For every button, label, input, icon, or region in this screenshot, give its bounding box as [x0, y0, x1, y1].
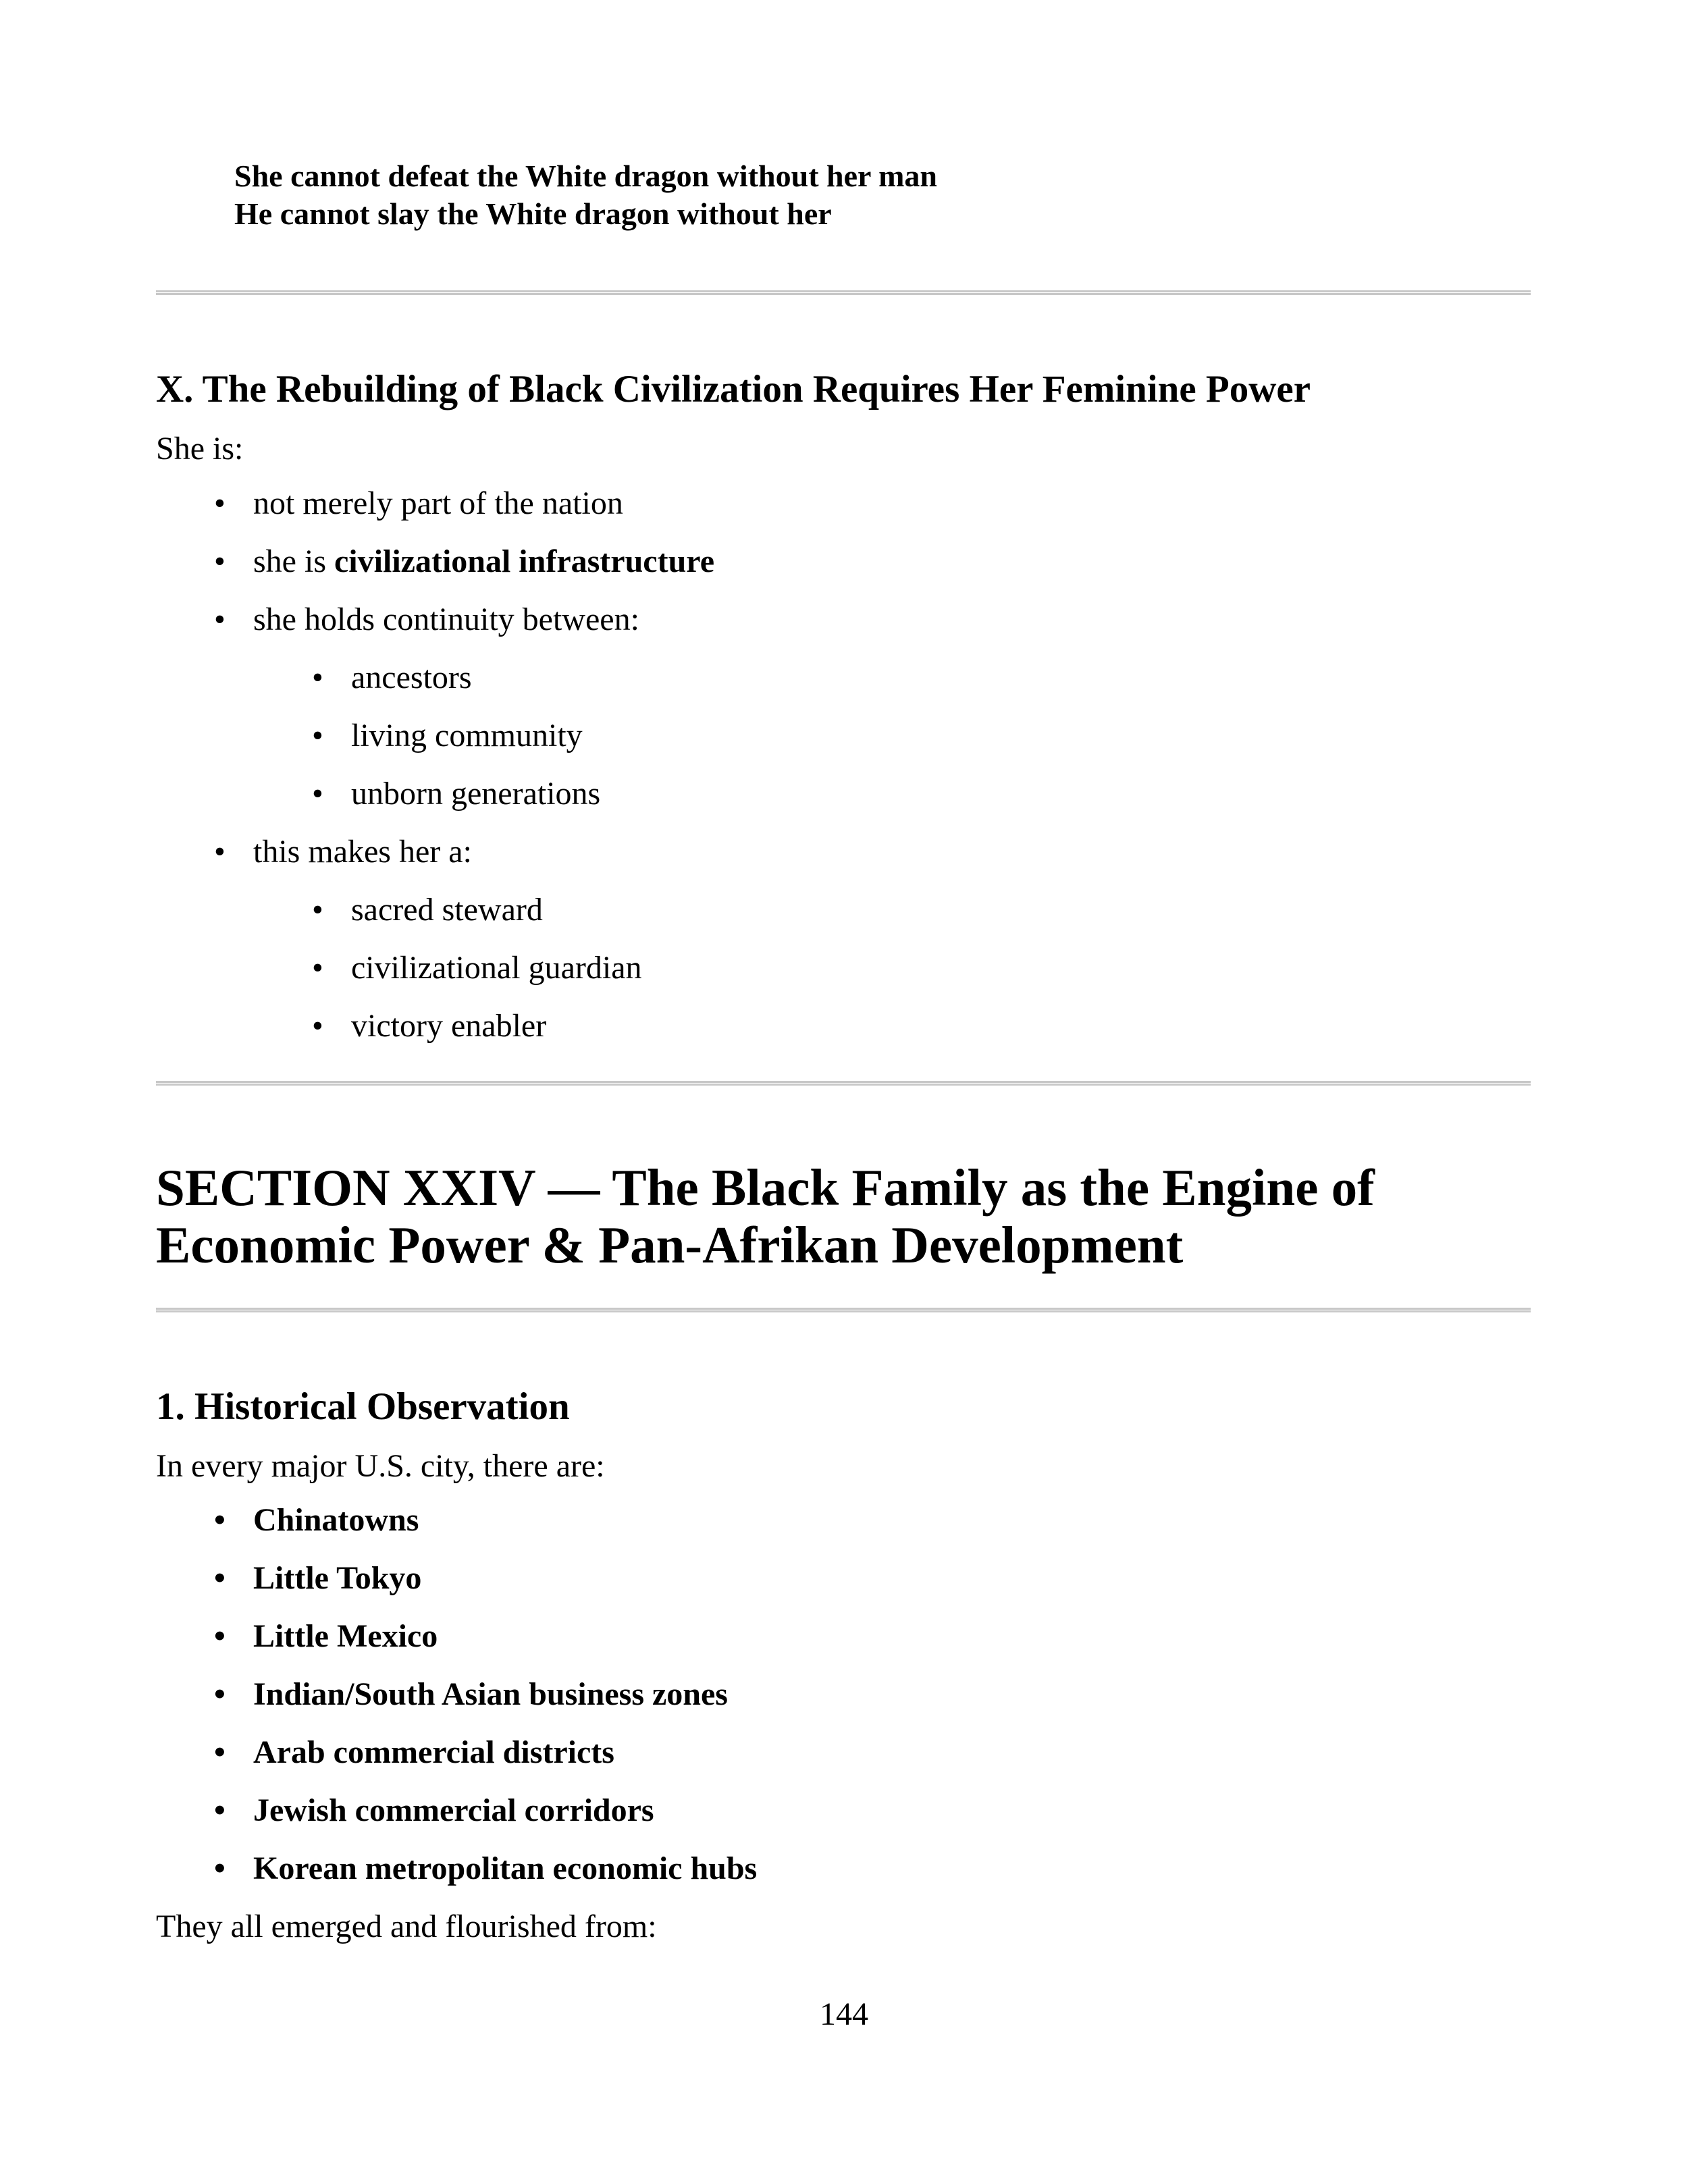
bullet-icon: •	[312, 718, 323, 753]
list-item-text: Arab commercial districts	[253, 1734, 614, 1770]
sub-list-item-text: living community	[351, 718, 583, 753]
list-item-text: Jewish commercial corridors	[253, 1792, 654, 1828]
section-x-heading: X. The Rebuilding of Black Civilization Requires Her Feminine Power	[156, 368, 1311, 410]
historical-heading: 1. Historical Observation	[156, 1385, 570, 1428]
bullet-icon: •	[312, 776, 323, 811]
section-xxiv-title	[156, 1159, 1533, 1274]
historical-intro: In every major U.S. city, there are:	[156, 1448, 605, 1484]
sub-list-item-text: victory enabler	[351, 1008, 547, 1044]
bullet-icon: •	[214, 1792, 226, 1828]
poem-line-1: She cannot defeat the White dragon without her man	[234, 159, 937, 193]
historical-outro: They all emerged and flourished from:	[156, 1909, 657, 1944]
list-item-text: Little Tokyo	[253, 1560, 422, 1596]
section-xxiv-title-line-1: SECTION XXIV — The Black Family as the Engine of	[156, 1158, 1375, 1217]
section-xxiv-title-line-2: Economic Power & Pan-Afrikan Development	[156, 1216, 1184, 1274]
bullet-icon: •	[214, 1734, 226, 1770]
bullet-icon: •	[214, 1502, 226, 1538]
bullet-icon: •	[312, 892, 323, 928]
bullet-icon: •	[312, 660, 323, 695]
list-item-text: Korean metropolitan economic hubs	[253, 1850, 758, 1886]
sub-list-item-text: ancestors	[351, 660, 472, 695]
sub-list-item-text: unborn generations	[351, 776, 601, 811]
list-item-text: not merely part of the nation	[253, 485, 623, 521]
bullet-icon: •	[214, 543, 226, 579]
list-item-text: Chinatowns	[253, 1502, 419, 1538]
bullet-icon: •	[312, 950, 323, 986]
bullet-icon: •	[214, 602, 226, 637]
bullet-icon: •	[214, 834, 226, 870]
bullet-icon: •	[214, 1676, 226, 1712]
horizontal-divider	[156, 1081, 1531, 1086]
page-number: 144	[820, 1996, 868, 2032]
list-item-text: Indian/South Asian business zones	[253, 1676, 728, 1712]
list-item-text	[253, 545, 714, 578]
sub-list-item-text: civilizational guardian	[351, 950, 642, 986]
bullet-icon: •	[214, 1560, 226, 1596]
list-item-emphasis: civilizational infrastructure	[334, 543, 715, 579]
bullet-icon: •	[214, 485, 226, 521]
horizontal-divider	[156, 290, 1531, 295]
bullet-icon: •	[214, 1850, 226, 1886]
section-x-intro: She is:	[156, 431, 244, 467]
sub-list-item-text: sacred steward	[351, 892, 543, 928]
list-item-text: she holds continuity between:	[253, 602, 639, 637]
list-item-text: this makes her a:	[253, 834, 472, 870]
bullet-icon: •	[312, 1008, 323, 1044]
poem-line-2: He cannot slay the White dragon without her	[234, 196, 832, 231]
bullet-icon: •	[214, 1618, 226, 1654]
list-item-text: Little Mexico	[253, 1618, 438, 1654]
horizontal-divider	[156, 1308, 1531, 1312]
list-item-prefix: she is	[253, 543, 334, 579]
